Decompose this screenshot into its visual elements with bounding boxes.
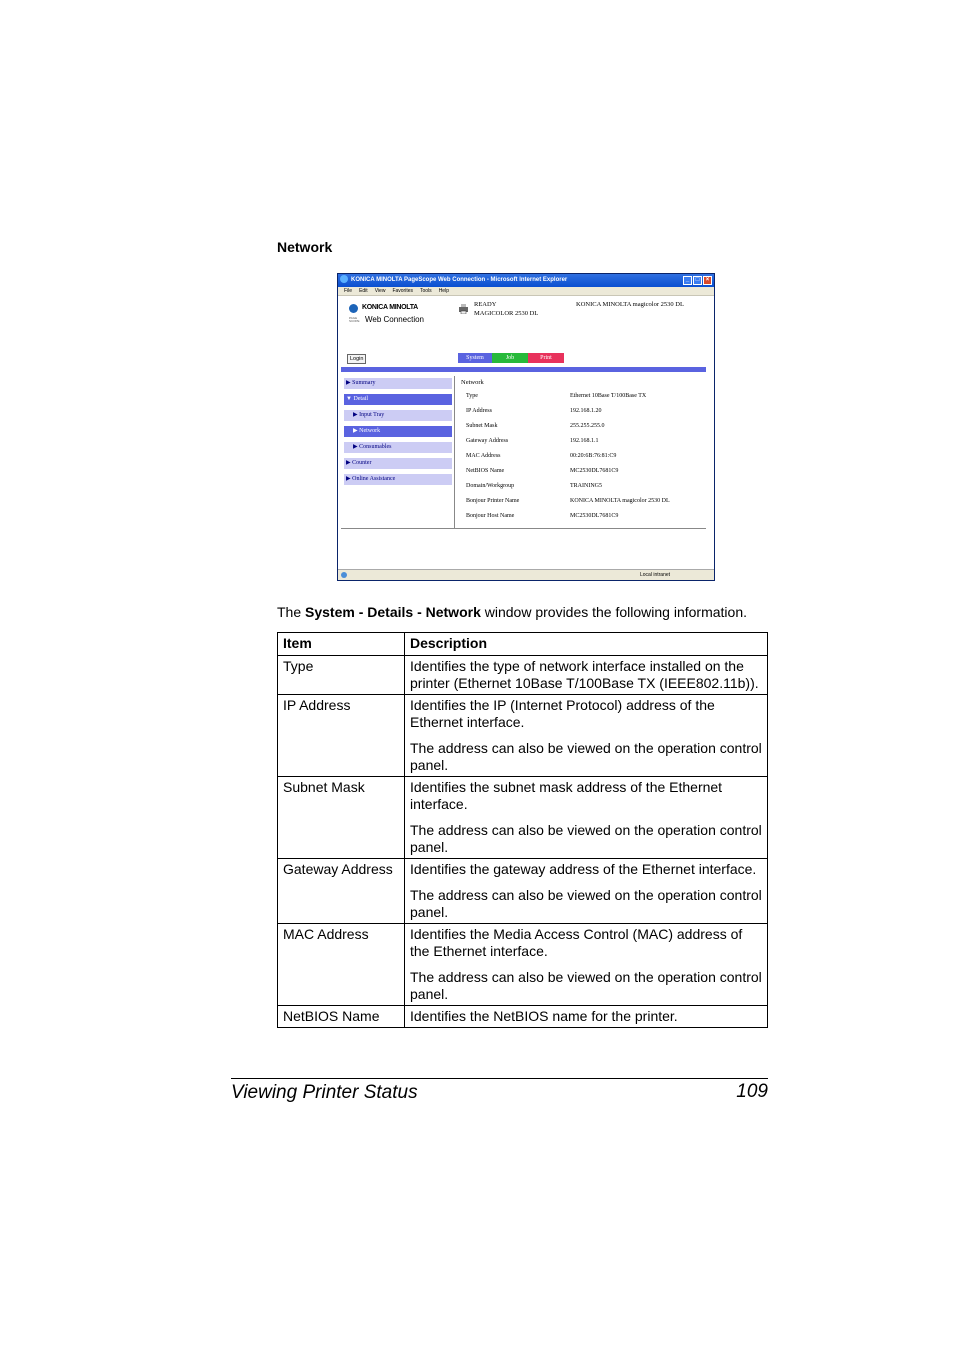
table-row <box>278 859 768 924</box>
description-paragraph: The address can also be viewed on the operation control panel. <box>410 969 762 1002</box>
browser-status-bar <box>338 569 714 580</box>
network-row-key: Domain/Workgroup <box>466 483 515 489</box>
browser-menu-bar <box>338 287 714 296</box>
row-description <box>405 1006 768 1028</box>
description-paragraph: The address can also be viewed on the operation control panel. <box>410 887 762 920</box>
page-icon <box>341 572 347 578</box>
row-description <box>405 924 768 1006</box>
description-paragraph: Identifies the Media Access Control (MAC) address of the Ethernet interface. <box>410 926 743 959</box>
section-heading: Network <box>277 239 333 255</box>
row-description <box>405 859 768 924</box>
network-row-value: KONICA MINOLTA magicolor 2530 DL <box>570 498 670 504</box>
table-row <box>278 656 768 695</box>
network-row-value: MC2530DL7681C9 <box>570 513 619 519</box>
row-item: Gateway Address <box>278 859 405 924</box>
browser-screenshot <box>337 273 715 581</box>
table-header-row <box>278 633 768 656</box>
sidebar-divider <box>454 376 455 528</box>
table-row <box>278 777 768 859</box>
printer-status: READY <box>474 301 497 308</box>
intro-bold-path: System - Details - Network <box>305 604 481 620</box>
sidebar-nav <box>344 378 452 490</box>
network-row-key: NetBIOS Name <box>466 468 505 474</box>
description-paragraph: Identifies the NetBIOS name for the printer. <box>410 1008 678 1024</box>
row-item: NetBIOS Name <box>278 1006 405 1028</box>
network-row-key: Bonjour Printer Name <box>466 498 520 504</box>
row-description <box>405 695 768 777</box>
description-paragraph: Identifies the type of network interface installed on the printer (Ethernet 10Base T/100Base TX (IEEE802.11b)). <box>410 658 759 691</box>
network-row-key: MAC Address <box>466 453 501 459</box>
network-panel-title: Network <box>461 379 484 386</box>
row-item: IP Address <box>278 695 405 777</box>
row-item: Subnet Mask <box>278 777 405 859</box>
sidebar-item[interactable]: ▶ Counter <box>344 458 452 469</box>
network-row-value: 192.168.1.1 <box>570 438 599 444</box>
menu-item-favorites[interactable]: Favorites <box>392 288 413 294</box>
menu-item-tools[interactable]: Tools <box>420 288 432 294</box>
description-paragraph: Identifies the IP (Internet Protocol) address of the Ethernet interface. <box>410 697 715 730</box>
tab-job[interactable]: Job <box>492 353 528 363</box>
network-row-value: TRAINING5 <box>570 483 602 489</box>
printer-icon <box>458 303 469 314</box>
maximize-icon[interactable]: □ <box>693 276 702 285</box>
network-row-value: Ethernet 10Base T/100Base TX <box>570 393 647 399</box>
row-description <box>405 777 768 859</box>
network-row-value: MC2530DL7681C9 <box>570 468 619 474</box>
sidebar-item[interactable]: ▶ Input Tray <box>344 410 452 421</box>
header-divider <box>341 367 706 372</box>
menu-item-edit[interactable]: Edit <box>359 288 368 294</box>
header-description: Description <box>405 633 768 656</box>
table-row <box>278 695 768 777</box>
footer-rule <box>231 1078 768 1079</box>
printer-status-model: MAGICOLOR 2530 DL <box>474 310 539 317</box>
security-zone: Local intranet <box>640 572 671 578</box>
row-description <box>405 656 768 695</box>
network-row-value: 00:20:6B:76:81:C9 <box>570 453 617 459</box>
pagescope-title: Web Connection <box>365 315 424 324</box>
pagescope-small-text: PAGE SCOPE <box>349 315 360 323</box>
browser-title: KONICA MINOLTA PageScope Web Connection - Microsoft Internet Explorer <box>351 277 568 283</box>
konica-minolta-logo-icon <box>349 304 358 313</box>
footer-title: Viewing Printer Status <box>231 1082 418 1103</box>
pagescope-logo <box>349 315 424 324</box>
table-row <box>278 1006 768 1028</box>
menu-item-help[interactable]: Help <box>438 288 449 294</box>
row-item: MAC Address <box>278 924 405 1006</box>
table-row <box>278 924 768 1006</box>
minimize-icon[interactable]: _ <box>683 276 692 285</box>
network-row-key: IP Address <box>466 408 492 414</box>
sidebar-item[interactable]: ▶ Summary <box>344 378 452 389</box>
tab-system[interactable]: System <box>458 353 492 363</box>
sidebar-item[interactable]: ▶ Consumables <box>344 442 452 453</box>
description-paragraph: Identifies the subnet mask address of the Ethernet interface. <box>410 779 723 812</box>
page-number: 109 <box>736 1081 768 1102</box>
network-row-key: Type <box>466 393 478 399</box>
content-bottom-divider <box>341 528 706 529</box>
network-row-value: 255.255.255.0 <box>570 423 605 429</box>
browser-content <box>338 296 714 570</box>
network-row-key: Subnet Mask <box>466 423 498 429</box>
row-item: Type <box>278 656 405 695</box>
info-table <box>277 632 768 1028</box>
description-paragraph: The address can also be viewed on the operation control panel. <box>410 822 762 855</box>
printer-model-name: KONICA MINOLTA magicolor 2530 DL <box>576 301 684 308</box>
menu-item-file[interactable]: File <box>344 288 353 294</box>
network-row-key: Gateway Address <box>466 438 509 444</box>
sidebar-item[interactable]: ▼ Detail <box>344 394 452 405</box>
login-button[interactable]: Login <box>347 354 366 364</box>
header-item: Item <box>278 633 405 656</box>
brand-logo-text: KONICA MINOLTA <box>362 304 418 311</box>
intro-paragraph <box>277 604 747 620</box>
menu-item-view[interactable]: View <box>374 288 386 294</box>
tab-print[interactable]: Print <box>528 353 564 363</box>
sidebar-item[interactable]: ▶ Network <box>344 426 452 437</box>
sidebar-item[interactable]: ▶ Online Assistance <box>344 474 452 485</box>
intro-text-start: The <box>277 604 306 620</box>
close-icon[interactable]: × <box>703 276 712 285</box>
description-paragraph: Identifies the gateway address of the Ethernet interface. <box>410 861 757 877</box>
browser-title-bar <box>338 274 714 287</box>
network-row-key: Bonjour Host Name <box>466 513 515 519</box>
intro-text-end: window provides the following information. <box>480 604 747 620</box>
network-row-value: 192.168.1.20 <box>570 408 602 414</box>
description-paragraph: The address can also be viewed on the operation control panel. <box>410 740 762 773</box>
ie-icon <box>340 275 348 283</box>
